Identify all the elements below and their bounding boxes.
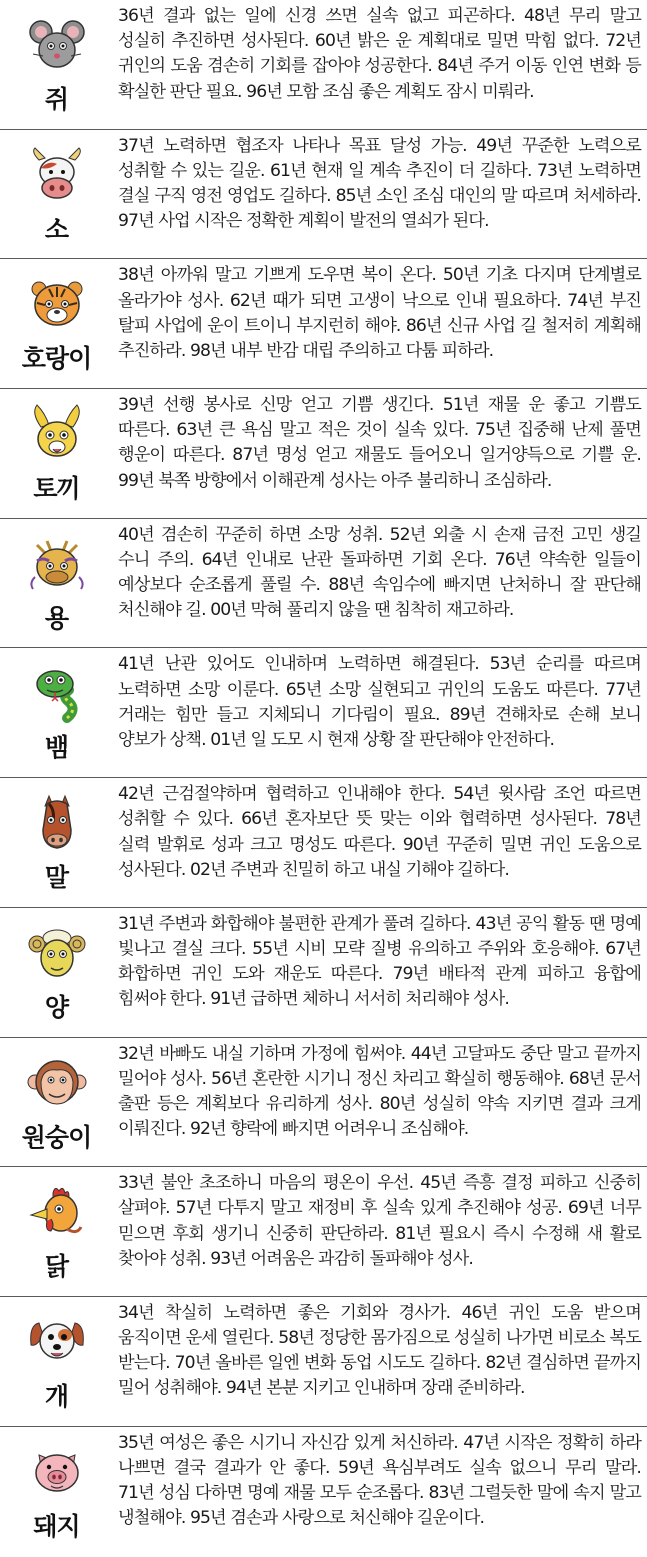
zodiac-animal bbox=[0, 1427, 113, 1557]
ox-icon bbox=[27, 148, 87, 202]
zodiac-row-rat bbox=[0, 0, 647, 130]
zodiac-animal bbox=[0, 0, 113, 129]
zodiac-row-horse bbox=[0, 778, 647, 908]
zodiac-animal bbox=[0, 1038, 113, 1167]
zodiac-animal bbox=[0, 389, 113, 518]
zodiac-name: 원숭이 bbox=[21, 1122, 92, 1152]
pig-icon bbox=[27, 1445, 87, 1499]
rat-icon bbox=[27, 18, 87, 72]
zodiac-name: 개 bbox=[44, 1381, 69, 1411]
zodiac-name: 뱀 bbox=[44, 733, 69, 763]
zodiac-name: 소 bbox=[44, 214, 69, 244]
zodiac-name: 용 bbox=[44, 603, 69, 633]
monkey-icon bbox=[27, 1056, 87, 1110]
sheep-icon bbox=[27, 926, 87, 980]
zodiac-animal bbox=[0, 908, 113, 1037]
zodiac-fortune-text: 31년 주변과 화합해야 불편한 관계가 풀려 길하다. 43년 공익 활동 땐 명예 빛나고 결실 크다. 55년 시비 모략 질병 유의하고 주위와 호응해야. 67년 화합하면 귀인 도와 재운도 따른다. 79년 배타적 관계 피하고 융합에 힘써야 한다. 91년 급하면 체하니 서서히 처리해야 성사. bbox=[118, 913, 641, 1010]
zodiac-fortune-text: 38년 아까워 말고 기쁘게 도우면 복이 온다. 50년 기초 다지며 단계별로 올라가야 성사. 62년 때가 되면 고생이 낙으로 인내 필요하다. 74년 부진 탈피 사업에 운이 트이니 부지런히 해야. 86년 신규 사업 길 철저히 계획해 추진하라. 98년 내부 반감 대립 주의하고 다툼 피하라. bbox=[118, 265, 641, 361]
zodiac-fortune-text: 37년 노력하면 협조자 나타나 목표 달성 가능. 49년 꾸준한 노력으로 성취할 수 있는 길운. 61년 현재 일 계속 추진이 더 길하다. 73년 노력하면 결실 구직 영전 영업도 길하다. 85년 소인 조심 대인의 말 따르며 처세하라. 97년 사업 시작은 정확한 계획이 발전의 열쇠가 된다. bbox=[118, 135, 641, 232]
zodiac-row-dragon bbox=[0, 519, 647, 649]
zodiac-fortune-text: 32년 바빠도 내실 기하며 가정에 힘써야. 44년 고달파도 중단 말고 끝까지 밀어야 성사. 56년 혼란한 시기니 정신 차리고 확실히 행동해야. 68년 문서 출판 등은 계획보다 유리하게 성사. 80년 성실히 약속 지키면 결과 크게 이뤄진다. 92년 향락에 빠지면 어려우니 조심해야. bbox=[118, 1043, 641, 1140]
zodiac-fortune-text: 41년 난관 있어도 인내하며 노력하면 해결된다. 53년 순리를 따르며 노력하면 소망 이룬다. 65년 소망 실현되고 귀인의 도움도 따른다. 77년 거래는 힘만 들고 지체되니 기다림이 필요. 89년 견해차로 손해 보니 양보가 상책. 01년 일 도모 시 현재 상황 잘 판단해야 안전하다. bbox=[118, 654, 641, 751]
zodiac-name: 말 bbox=[44, 863, 69, 893]
zodiac-row-snake bbox=[0, 648, 647, 778]
zodiac-row-rabbit bbox=[0, 389, 647, 519]
snake-icon bbox=[27, 666, 87, 720]
zodiac-animal bbox=[0, 130, 113, 259]
zodiac-animal bbox=[0, 1297, 113, 1426]
zodiac-animal bbox=[0, 778, 113, 907]
zodiac-row-rooster bbox=[0, 1167, 647, 1297]
zodiac-name: 쥐 bbox=[44, 85, 69, 114]
tiger-icon bbox=[27, 277, 87, 331]
zodiac-fortune-text: 40년 겸손히 꾸준히 하면 소망 성취. 52년 외출 시 손재 금전 고민 생길 수니 주의. 64년 인내로 난관 돌파하면 기회 온다. 76년 약속한 일들이 예상보다 순조롭게 풀릴 수. 88년 속임수에 빠지면 난처하니 잘 판단해 처신해야 길. 00년 막혀 풀리지 않을 땐 침착히 재고하라. bbox=[118, 524, 641, 621]
zodiac-fortune-text: 36년 결과 없는 일에 신경 쓰면 실속 없고 피곤하다. 48년 무리 말고 성실히 추진하면 성사된다. 60년 밝은 운 계획대로 밀면 막힘 없다. 72년 귀인의 도움 겸손히 기회를 잡아야 성공한다. 84년 주거 이동 인연 변화 등 확실한 판단 필요. 96년 모함 조심 좋은 계획도 잠시 미뤄라. bbox=[118, 6, 641, 102]
zodiac-name: 호랑이 bbox=[21, 344, 92, 374]
rooster-icon bbox=[27, 1185, 87, 1239]
zodiac-row-ox bbox=[0, 130, 647, 260]
horse-icon bbox=[27, 796, 87, 850]
zodiac-fortune-text: 42년 근검절약하며 협력하고 인내해야 한다. 54년 윗사람 조언 따르면 성취할 수 있다. 66년 혼자보단 뜻 맞는 이와 협력하면 성사된다. 78년 실력 발휘로 성과 크고 명성도 따른다. 90년 꾸준히 밀면 귀인 도움으로 성사된다. 02년 주변과 친밀히 하고 내실 기해야 길하다. bbox=[118, 784, 641, 880]
rabbit-icon bbox=[27, 407, 87, 461]
zodiac-name: 양 bbox=[44, 992, 69, 1022]
zodiac-fortune-text: 39년 선행 봉사로 신망 얻고 기쁨 생긴다. 51년 재물 운 좋고 기쁨도 따른다. 63년 큰 욕심 말고 적은 것이 실속 있다. 75년 집중해 난제 풀면 행운이 따른다. 87년 명성 얻고 재물도 들어오니 일거양득으로 기쁠 운. 99년 북쪽 방향에서 이해관계 성사는 아주 불리하니 조심하라. bbox=[118, 395, 641, 491]
zodiac-fortune-text: 34년 착실히 노력하면 좋은 기회와 경사가. 46년 귀인 도움 받으며 움직이면 운세 열린다. 58년 정당한 몸가짐으로 성실히 나가면 비로소 복도 받는다. 70년 올바른 일엔 변화 동업 시도도 길하다. 82년 결심하면 끝까지 밀어 성취해야. 94년 본분 지키고 인내하며 장래 준비하라. bbox=[118, 1302, 641, 1399]
zodiac-row-monkey bbox=[0, 1038, 647, 1168]
zodiac-name: 토끼 bbox=[33, 474, 80, 504]
dragon-icon bbox=[27, 537, 87, 591]
zodiac-row-dog bbox=[0, 1297, 647, 1427]
zodiac-animal bbox=[0, 1167, 113, 1296]
zodiac-fortune-text: 35년 여성은 좋은 시기니 자신감 있게 처신하라. 47년 시작은 정확히 하라 나쁘면 결국 결과가 안 좋다. 59년 욕심부려도 실속 없으니 무리 말라. 71년 성심 다하면 명예 재물 모두 순조롭다. 83년 그럴듯한 말에 속지 말고 냉철해야. 95년 겸손과 사랑으로 처신해야 길운이다. bbox=[118, 1432, 641, 1529]
zodiac-name: 돼지 bbox=[33, 1511, 80, 1541]
zodiac-animal bbox=[0, 648, 113, 777]
zodiac-animal bbox=[0, 519, 113, 648]
zodiac-row-pig bbox=[0, 1427, 647, 1557]
dog-icon bbox=[27, 1315, 87, 1369]
zodiac-row-tiger bbox=[0, 259, 647, 389]
zodiac-animal bbox=[0, 259, 113, 388]
zodiac-fortune-text: 33년 불안 초조하니 마음의 평온이 우선. 45년 즉흥 결정 피하고 신중히 살펴야. 57년 다투지 말고 재정비 후 실속 있게 추진해야 성공. 69년 너무 믿으면 후회 생기니 신중히 판단하라. 81년 필요시 즉시 수정해 새 활로 찾아야 성취. 93년 어려움은 과감히 돌파해야 성사. bbox=[118, 1173, 641, 1269]
zodiac-row-sheep bbox=[0, 908, 647, 1038]
zodiac-name: 닭 bbox=[44, 1252, 69, 1282]
